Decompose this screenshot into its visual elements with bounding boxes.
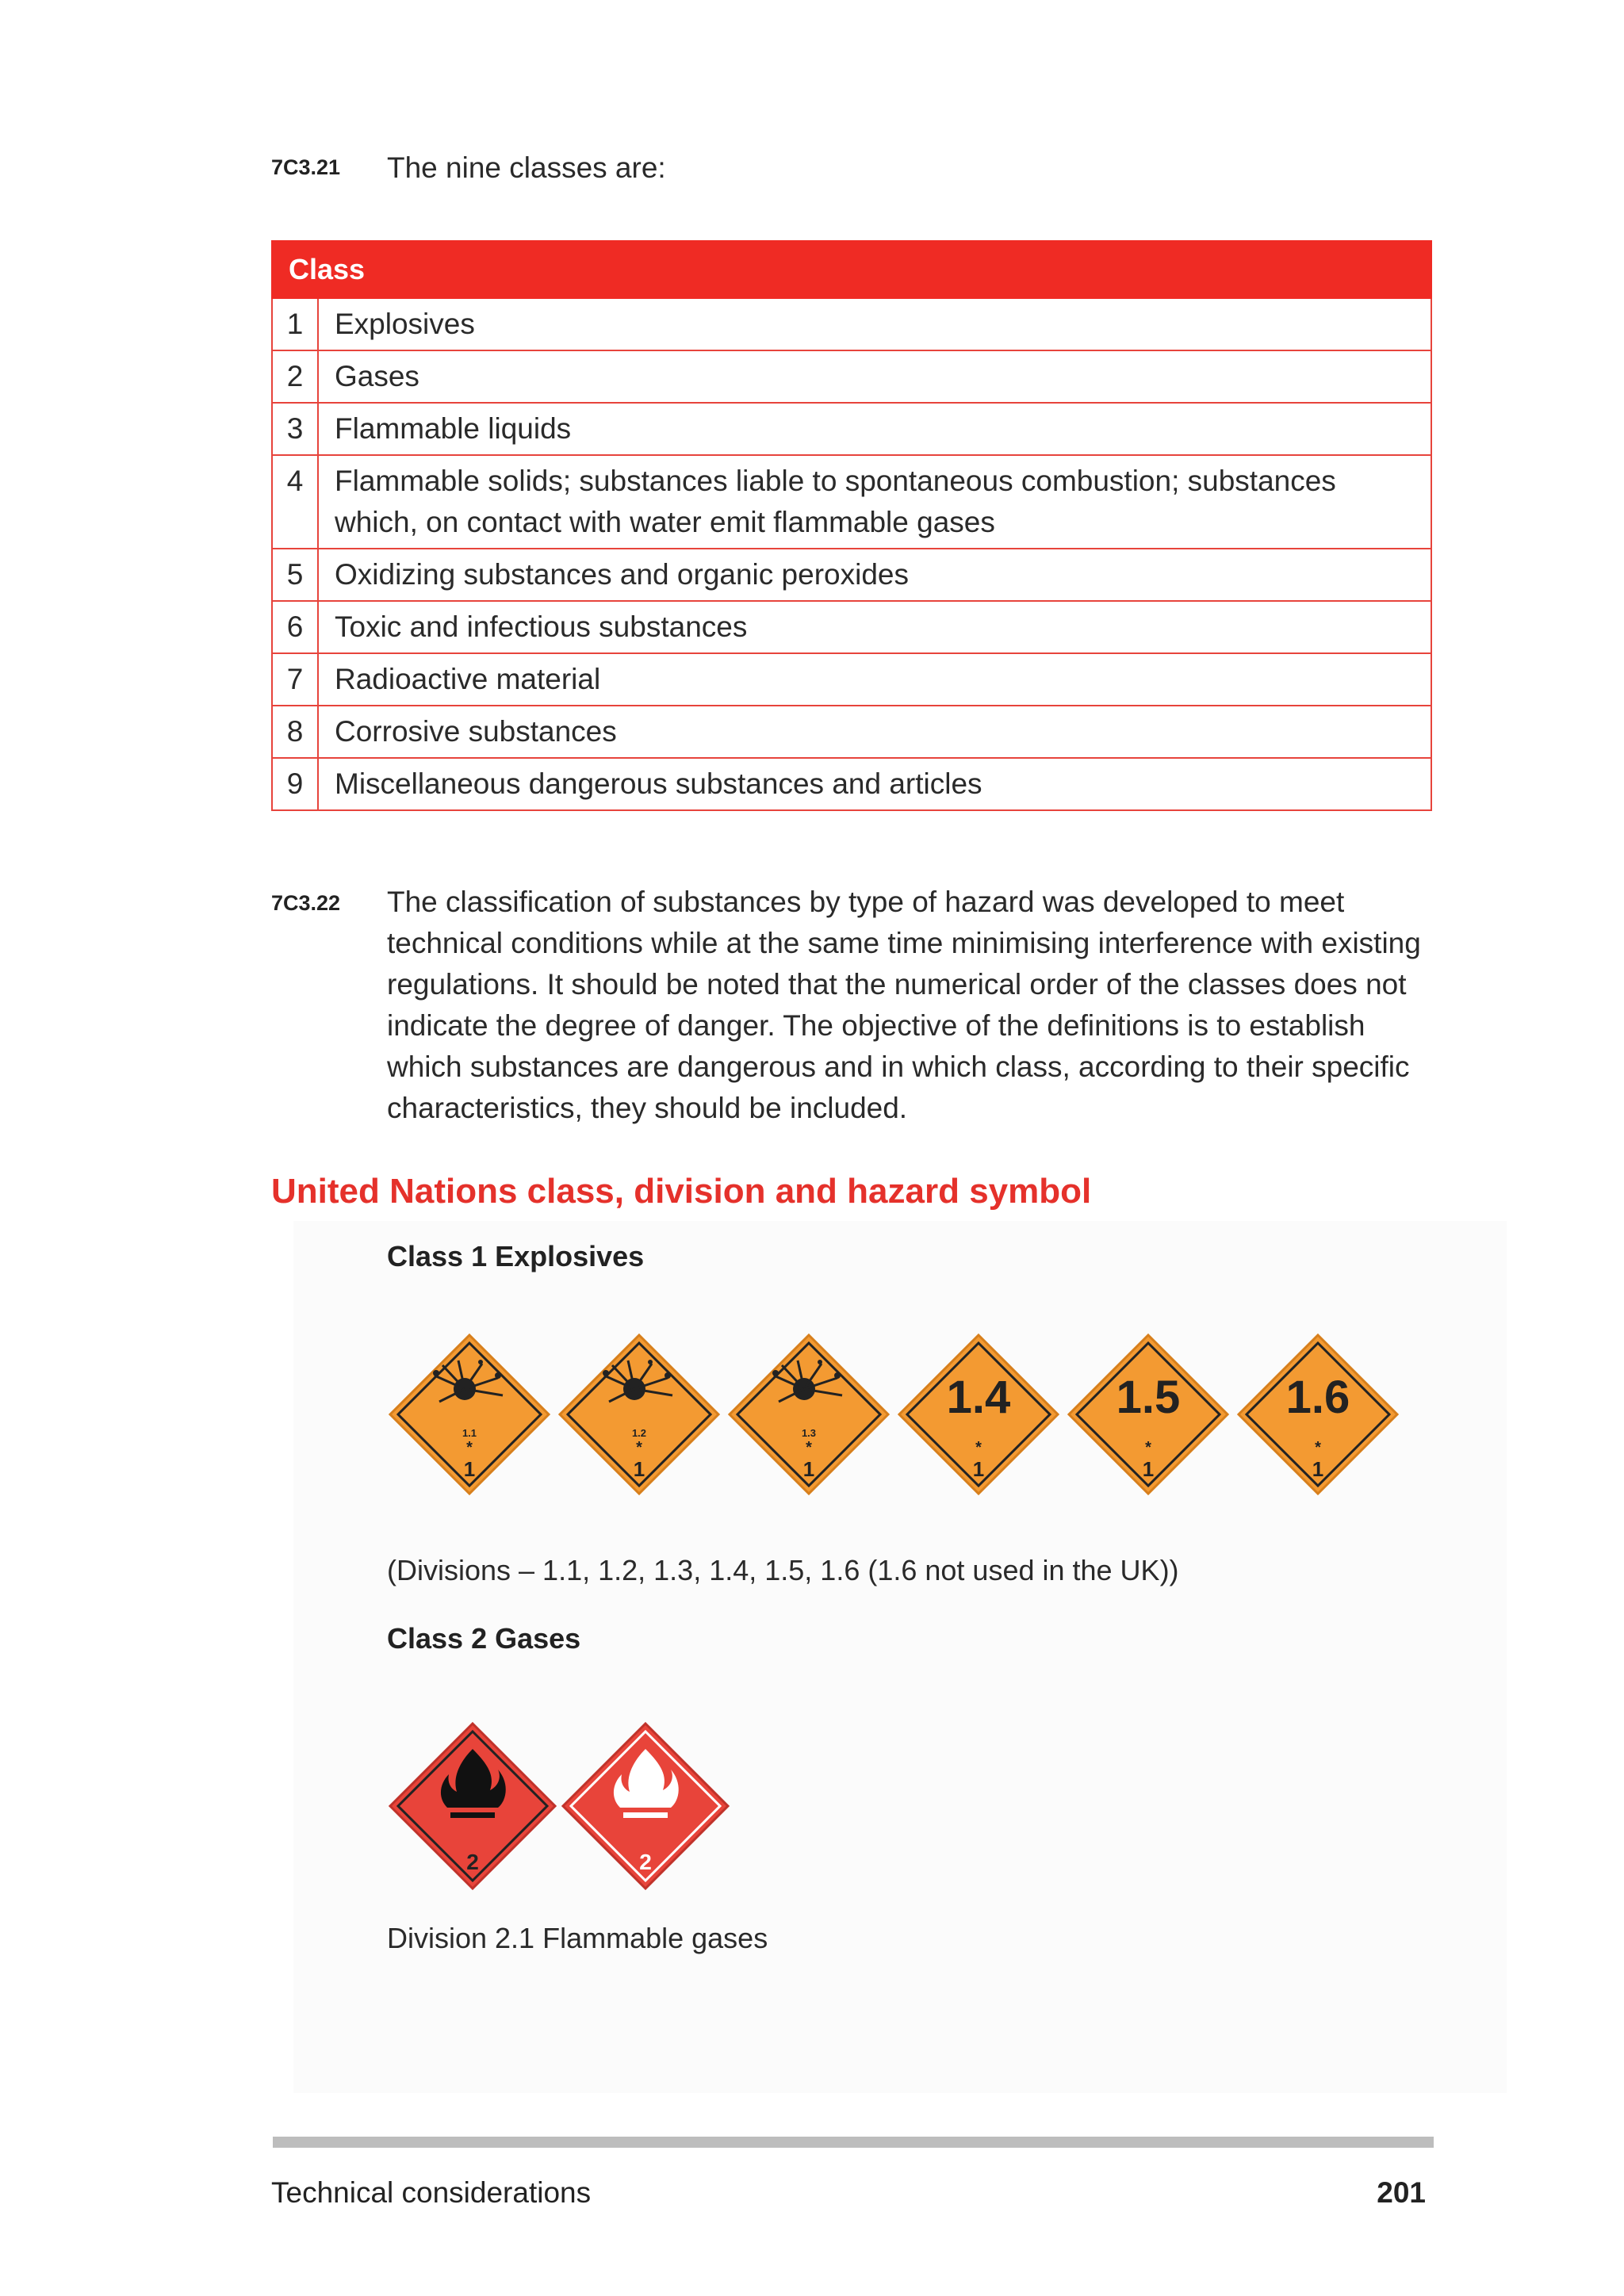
hazard-diamond-icon <box>1235 1332 1400 1497</box>
hazard-sign-1-1 <box>387 1332 552 1497</box>
hazard-sign-2-black-flame <box>387 1720 558 1892</box>
class-name: Flammable solids; substances liable to spontaneous combustion; substances which, on contact with water emit flammable gases <box>318 455 1431 549</box>
hazard-diamond-icon <box>1066 1332 1231 1497</box>
text-line: which substances are dangerous and in which class, according to their specific <box>387 1050 1410 1083</box>
table-row <box>272 298 1431 350</box>
class-number: 3 <box>272 403 318 455</box>
class-number: 2 <box>272 350 318 403</box>
section-heading: United Nations class, division and hazard symbol <box>271 1172 1092 1211</box>
division-label: 1.5 <box>1116 1372 1181 1423</box>
hazard-sign-2-white-flame <box>560 1720 731 1892</box>
flame-icon <box>560 1720 731 1892</box>
compatibility-star: * <box>975 1439 982 1456</box>
class-name: Oxidizing substances and organic peroxides <box>318 549 1431 601</box>
class-number: 7 <box>272 653 318 706</box>
paragraph-text-21: The nine classes are: <box>387 151 666 184</box>
class-number-label: 1 <box>1142 1457 1155 1481</box>
paragraph-number-22: 7C3.22 <box>271 891 341 915</box>
table-header-row <box>272 241 1431 298</box>
compatibility-star: * <box>806 1439 812 1456</box>
class-name: Miscellaneous dangerous substances and articles <box>318 758 1431 810</box>
class-name: Corrosive substances <box>318 706 1431 758</box>
hazard-sign-1-6 <box>1235 1332 1400 1497</box>
table-row <box>272 601 1431 653</box>
class-number-label: 1 <box>463 1457 476 1481</box>
flame-icon <box>387 1720 558 1892</box>
division-label: 1.4 <box>946 1372 1011 1423</box>
division-label: 1.2 <box>631 1427 647 1439</box>
class2-heading: Class 2 Gases <box>387 1622 581 1655</box>
compatibility-star: * <box>1315 1439 1321 1456</box>
paragraph-number-21: 7C3.21 <box>271 155 341 179</box>
class-number: 4 <box>272 455 318 549</box>
text-line: indicate the degree of danger. The objective of the definitions is to establish <box>387 1009 1365 1042</box>
footer-section-title: Technical considerations <box>271 2176 592 2209</box>
division-label: 1.3 <box>801 1427 817 1439</box>
table-row <box>272 403 1431 455</box>
class-number-label: 2 <box>639 1850 652 1874</box>
class-table <box>271 240 1432 811</box>
class-name: Gases <box>318 350 1431 403</box>
table-row <box>272 350 1431 403</box>
table-row <box>272 706 1431 758</box>
class1-heading: Class 1 Explosives <box>387 1240 645 1272</box>
class-number: 5 <box>272 549 318 601</box>
page-number: 201 <box>1377 2176 1426 2209</box>
text-line: technical conditions while at the same time minimising interference with existing <box>387 927 1421 959</box>
table-row <box>272 549 1431 601</box>
class-number: 9 <box>272 758 318 810</box>
table-header-class: Class <box>272 241 1431 298</box>
class-number: 1 <box>272 298 318 350</box>
class2-caption: Division 2.1 Flammable gases <box>387 1922 768 1954</box>
class2-signs <box>387 1720 731 1892</box>
table-row <box>272 653 1431 706</box>
explosion-bomb-icon <box>726 1332 891 1497</box>
division-label: 1.1 <box>462 1427 477 1439</box>
hazard-sign-1-2 <box>557 1332 722 1497</box>
paragraph-text-22 <box>387 882 1442 1129</box>
class-name: Toxic and infectious substances <box>318 601 1431 653</box>
hazard-sign-1-4 <box>896 1332 1061 1497</box>
footer-rule <box>273 2137 1434 2148</box>
compatibility-star: * <box>636 1439 642 1456</box>
table-row <box>272 758 1431 810</box>
hazard-sign-1-5 <box>1066 1332 1231 1497</box>
compatibility-star: * <box>1145 1439 1151 1456</box>
class1-caption: (Divisions – 1.1, 1.2, 1.3, 1.4, 1.5, 1.6 (1.6 not used in the UK)) <box>387 1554 1179 1586</box>
class-number-label: 1 <box>802 1457 815 1481</box>
class-name: Flammable liquids <box>318 403 1431 455</box>
hazard-diamond-icon <box>896 1332 1061 1497</box>
table-row <box>272 455 1431 549</box>
class-number-label: 2 <box>466 1850 479 1874</box>
hazard-sign-1-3 <box>726 1332 891 1497</box>
explosion-bomb-icon <box>387 1332 552 1497</box>
class-number: 8 <box>272 706 318 758</box>
class-name: Explosives <box>318 298 1431 350</box>
class-name: Radioactive material <box>318 653 1431 706</box>
class-number-label: 1 <box>633 1457 645 1481</box>
division-label: 1.6 <box>1285 1372 1350 1423</box>
text-line: regulations. It should be noted that the numerical order of the classes does not <box>387 968 1407 1001</box>
class-number-label: 1 <box>1312 1457 1324 1481</box>
compatibility-star: * <box>466 1439 473 1456</box>
explosion-bomb-icon <box>557 1332 722 1497</box>
class-number-label: 1 <box>972 1457 985 1481</box>
text-line: The classification of substances by type of hazard was developed to meet <box>387 886 1345 918</box>
class-number: 6 <box>272 601 318 653</box>
text-line: characteristics, they should be included. <box>387 1092 908 1124</box>
class1-signs <box>387 1332 1400 1497</box>
